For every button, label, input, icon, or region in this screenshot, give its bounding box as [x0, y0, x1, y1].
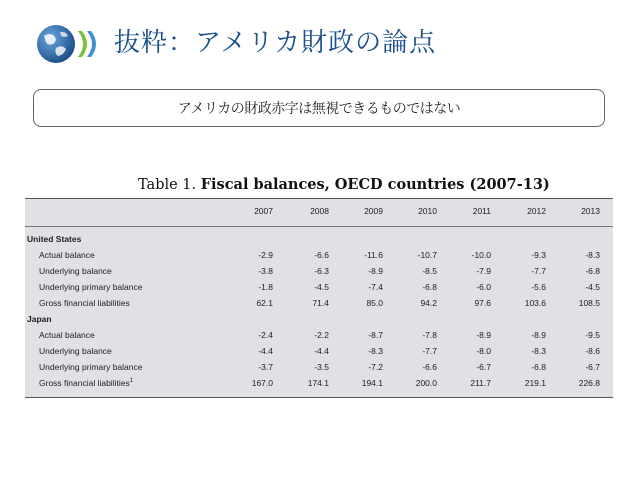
table-cell: -9.3 [531, 250, 546, 260]
section-label: Japan [27, 314, 52, 324]
table-cell: -3.8 [258, 266, 273, 276]
table-cell: -11.6 [364, 250, 383, 260]
table-cell: 108.5 [578, 298, 600, 308]
row-label [39, 346, 112, 356]
table-cell: 71.4 [312, 298, 329, 308]
table-cell: 97.6 [474, 298, 491, 308]
table-cell: -6.7 [585, 362, 600, 372]
table-cell: -8.6 [585, 346, 600, 356]
table-cell: -10.7 [417, 250, 437, 260]
row-label [39, 298, 130, 308]
table-cell: -3.5 [314, 362, 329, 372]
section-row [25, 232, 613, 248]
table-cell: -2.2 [314, 330, 329, 340]
table-cell: -5.6 [531, 282, 546, 292]
table-cell: -2.4 [258, 330, 273, 340]
section-label: United States [27, 234, 82, 244]
row-label-text: Underlying balance [39, 346, 112, 356]
table-cell: -4.4 [314, 346, 329, 356]
row-label [39, 250, 95, 260]
page-title: 抜粋：アメリカ財政の論点 [114, 28, 437, 58]
table-cell: 219.1 [524, 378, 546, 388]
table-cell: 62.1 [256, 298, 273, 308]
fiscal-balance-table [25, 198, 613, 398]
row-label-text: Underlying primary balance [39, 282, 143, 292]
row-label-text: Gross financial liabilities [39, 298, 130, 308]
oecd-globe-logo-icon [36, 22, 104, 66]
year-header: 2012 [527, 206, 546, 216]
table-cell: -8.5 [422, 266, 437, 276]
table-row [25, 328, 613, 344]
table-cell: 211.7 [470, 378, 491, 388]
row-label-text: Underlying balance [39, 266, 112, 276]
table-row [25, 344, 613, 360]
banner-text: アメリカの財政赤字は無視できるものではない [177, 101, 461, 117]
year-header: 2013 [581, 206, 600, 216]
table-row [25, 360, 613, 376]
table-cell: -8.9 [476, 330, 491, 340]
row-label [39, 266, 112, 276]
table-row [25, 264, 613, 280]
table-prefix: Table 1. [138, 177, 197, 193]
table-header-rule [25, 226, 613, 227]
table-cell: 85.0 [366, 298, 383, 308]
table-cell: -8.3 [585, 250, 600, 260]
table-cell: -8.9 [368, 266, 383, 276]
row-label [39, 378, 133, 388]
year-header: 2008 [310, 206, 329, 216]
table-cell: 94.2 [420, 298, 437, 308]
row-label [39, 330, 95, 340]
table-cell: 103.6 [524, 298, 546, 308]
table-row [25, 280, 613, 296]
table-cell: -10.0 [471, 250, 491, 260]
table-header-row [25, 204, 613, 220]
row-label [39, 282, 142, 292]
table-cell: -4.5 [314, 282, 329, 292]
table-cell: 226.8 [578, 378, 600, 388]
table-cell: -4.4 [258, 346, 273, 356]
footnote-marker: 1 [129, 378, 134, 385]
table-row [25, 248, 613, 264]
section-row [25, 312, 613, 328]
year-header: 2007 [254, 206, 273, 216]
table-top-rule [25, 198, 613, 199]
table-cell: -7.7 [531, 266, 546, 276]
table-cell: -6.6 [314, 250, 329, 260]
table-cell: -7.4 [368, 282, 383, 292]
table-cell: -4.5 [585, 282, 600, 292]
year-header: 2009 [364, 206, 383, 216]
row-label-text: Actual balance [39, 250, 95, 260]
table-caption [138, 176, 550, 193]
table-cell: -6.0 [476, 282, 491, 292]
table-row [25, 296, 613, 312]
table-cell: 194.1 [361, 378, 383, 388]
table-cell: -6.8 [531, 362, 546, 372]
table-cell: -7.9 [476, 266, 491, 276]
table-cell: -7.8 [422, 330, 437, 340]
row-label-text: Underlying primary balance [39, 362, 143, 372]
year-header: 2010 [418, 206, 437, 216]
table-bottom-rule [25, 397, 613, 398]
table-cell: -7.2 [368, 362, 383, 372]
table-cell: -3.7 [258, 362, 273, 372]
table-row [25, 376, 613, 392]
table-cell: -6.3 [314, 266, 329, 276]
table-cell: -1.8 [258, 282, 273, 292]
row-label [39, 362, 142, 372]
table-cell: -8.3 [531, 346, 546, 356]
table-cell: -6.8 [585, 266, 600, 276]
table-cell: -7.7 [422, 346, 437, 356]
table-cell: 200.0 [415, 378, 437, 388]
table-cell: -6.8 [422, 282, 437, 292]
table-cell: -9.5 [585, 330, 600, 340]
table-cell: 174.1 [307, 378, 329, 388]
row-label-text: Gross financial liabilities [39, 378, 130, 388]
table-cell: -6.7 [476, 362, 491, 372]
table-cell: -8.9 [531, 330, 546, 340]
summary-banner [33, 89, 605, 127]
table-cell: -8.0 [476, 346, 491, 356]
table-title: Fiscal balances, OECD countries (2007-13) [200, 176, 550, 193]
table-cell: -8.3 [368, 346, 383, 356]
table-cell: -8.7 [368, 330, 383, 340]
table-cell: 167.0 [251, 378, 273, 388]
year-header: 2011 [472, 206, 491, 216]
table-cell: -6.6 [422, 362, 437, 372]
table-cell: -2.9 [258, 250, 273, 260]
row-label-text: Actual balance [39, 330, 95, 340]
